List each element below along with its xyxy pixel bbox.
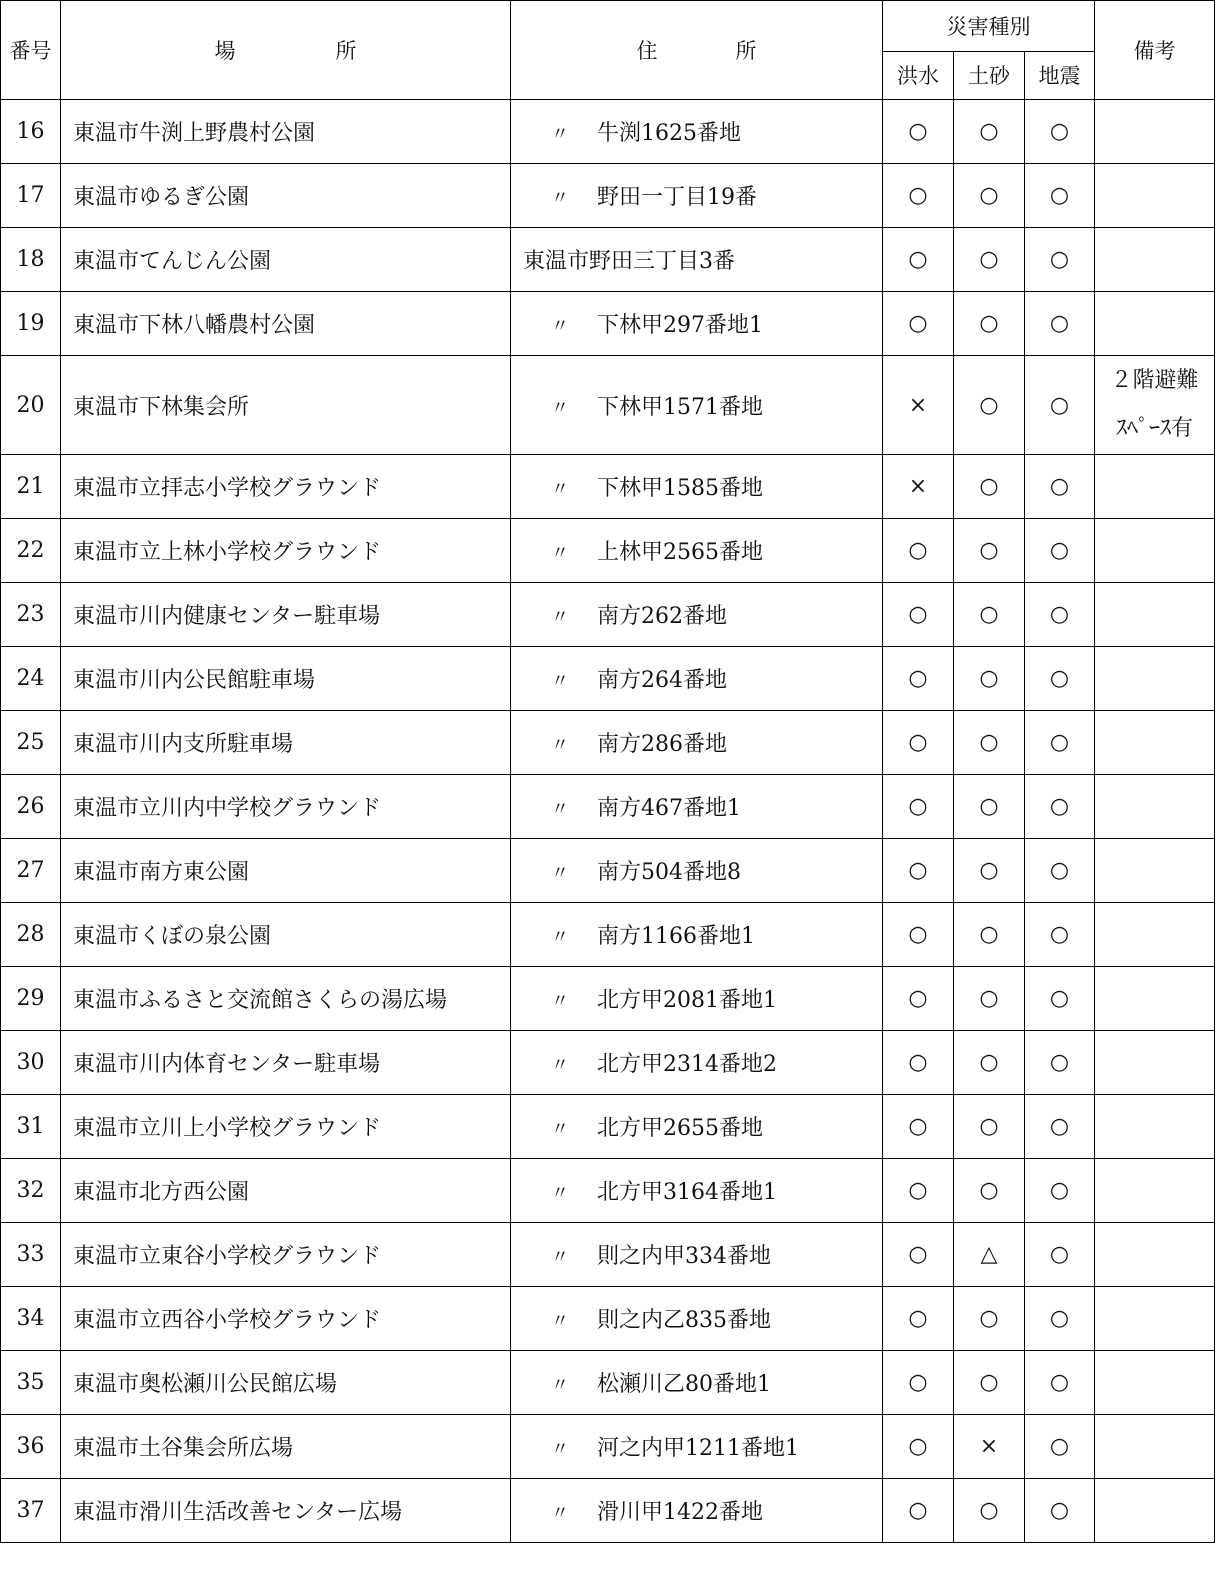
row-number: 33 xyxy=(1,1223,61,1287)
row-place: 東温市川内支所駐車場 xyxy=(61,711,511,775)
row-landslide-mark: ○ xyxy=(954,100,1025,164)
row-number: 21 xyxy=(1,455,61,519)
row-remark xyxy=(1095,903,1215,967)
address-text: 則之内甲334番地 xyxy=(597,1244,771,1269)
ditto-mark: 〃 xyxy=(551,1439,569,1460)
ditto-mark: 〃 xyxy=(551,188,569,209)
row-address xyxy=(511,1479,883,1543)
row-number: 22 xyxy=(1,519,61,583)
ditto-mark: 〃 xyxy=(551,543,569,564)
row-landslide-mark: ○ xyxy=(954,967,1025,1031)
address-text: 下林甲1571番地 xyxy=(597,394,763,420)
row-landslide-mark: ○ xyxy=(954,1287,1025,1351)
row-place: 東温市奥松瀬川公民館広場 xyxy=(61,1351,511,1415)
row-earthquake-mark: ○ xyxy=(1025,228,1095,292)
ditto-mark: 〃 xyxy=(551,397,569,419)
row-landslide-mark: ○ xyxy=(954,164,1025,228)
row-earthquake-mark: ○ xyxy=(1025,1287,1095,1351)
row-address xyxy=(511,839,883,903)
row-number: 28 xyxy=(1,903,61,967)
row-address xyxy=(511,1031,883,1095)
address-text: 則之内乙835番地 xyxy=(597,1308,771,1333)
address-text: 南方1166番地1 xyxy=(597,924,755,949)
row-earthquake-mark: ○ xyxy=(1025,1159,1095,1223)
row-number: 37 xyxy=(1,1479,61,1543)
row-flood-mark: ○ xyxy=(883,164,954,228)
row-remark xyxy=(1095,1031,1215,1095)
row-remark xyxy=(1095,1287,1215,1351)
table-row xyxy=(1,583,1215,647)
ditto-mark: 〃 xyxy=(551,1503,569,1524)
row-number: 17 xyxy=(1,164,61,228)
ditto-mark: 〃 xyxy=(551,607,569,628)
row-flood-mark: ○ xyxy=(883,1031,954,1095)
row-landslide-mark: ○ xyxy=(954,1095,1025,1159)
table-row xyxy=(1,455,1215,519)
address-text: 南方264番地 xyxy=(597,668,727,693)
row-number: 29 xyxy=(1,967,61,1031)
row-flood-mark: ○ xyxy=(883,100,954,164)
row-landslide-mark: ○ xyxy=(954,1031,1025,1095)
row-address xyxy=(511,1351,883,1415)
table-row xyxy=(1,1223,1215,1287)
row-flood-mark: ○ xyxy=(883,647,954,711)
row-remark xyxy=(1095,583,1215,647)
ditto-mark: 〃 xyxy=(551,863,569,884)
row-address xyxy=(511,164,883,228)
header-address-char-1: 住 xyxy=(636,39,658,63)
ditto-mark: 〃 xyxy=(551,799,569,820)
row-number: 24 xyxy=(1,647,61,711)
row-remark xyxy=(1095,164,1215,228)
ditto-mark: 〃 xyxy=(551,671,569,692)
header-address xyxy=(511,1,883,100)
remark-line-2: ｽﾍﾟｰｽ有 xyxy=(1115,416,1193,441)
row-flood-mark: ○ xyxy=(883,1351,954,1415)
header-address-char-2: 所 xyxy=(735,39,757,63)
table-row xyxy=(1,1351,1215,1415)
row-place: 東温市北方西公園 xyxy=(61,1159,511,1223)
row-remark xyxy=(1095,292,1215,356)
row-earthquake-mark: ○ xyxy=(1025,711,1095,775)
row-landslide-mark: ○ xyxy=(954,292,1025,356)
row-number: 32 xyxy=(1,1159,61,1223)
row-address xyxy=(511,711,883,775)
row-flood-mark: ○ xyxy=(883,1159,954,1223)
ditto-mark: 〃 xyxy=(551,1247,569,1268)
row-earthquake-mark: ○ xyxy=(1025,967,1095,1031)
row-remark xyxy=(1095,711,1215,775)
row-place: 東温市立拝志小学校グラウンド xyxy=(61,455,511,519)
table-row xyxy=(1,967,1215,1031)
row-address xyxy=(511,292,883,356)
row-address xyxy=(511,1223,883,1287)
table-row xyxy=(1,1479,1215,1543)
row-place: 東温市立上林小学校グラウンド xyxy=(61,519,511,583)
row-number: 16 xyxy=(1,100,61,164)
row-number: 18 xyxy=(1,228,61,292)
table-row xyxy=(1,1031,1215,1095)
row-address xyxy=(511,775,883,839)
row-landslide-mark: ○ xyxy=(954,455,1025,519)
row-place: 東温市南方東公園 xyxy=(61,839,511,903)
ditto-mark: 〃 xyxy=(551,1119,569,1140)
row-place: 東温市下林八幡農村公園 xyxy=(61,292,511,356)
address-text: 牛渕1625番地 xyxy=(597,121,741,146)
header-number: 番号 xyxy=(1,1,61,100)
address-text: 南方286番地 xyxy=(597,732,727,757)
header-disaster-type: 災害種別 xyxy=(883,1,1095,52)
row-number: 23 xyxy=(1,583,61,647)
address-text: 北方甲3164番地1 xyxy=(597,1180,777,1205)
address-text: 下林甲1585番地 xyxy=(597,476,763,501)
row-address xyxy=(511,1415,883,1479)
row-earthquake-mark: ○ xyxy=(1025,583,1095,647)
row-remark xyxy=(1095,100,1215,164)
table-row xyxy=(1,1159,1215,1223)
row-landslide-mark: ○ xyxy=(954,1351,1025,1415)
row-flood-mark: ○ xyxy=(883,583,954,647)
row-remark xyxy=(1095,775,1215,839)
address-text: 北方甲2081番地1 xyxy=(597,988,777,1013)
ditto-mark: 〃 xyxy=(551,479,569,500)
row-remark xyxy=(1095,967,1215,1031)
table-body xyxy=(1,100,1215,1543)
row-earthquake-mark: ○ xyxy=(1025,164,1095,228)
row-place: 東温市川内体育センター駐車場 xyxy=(61,1031,511,1095)
row-remark xyxy=(1095,519,1215,583)
row-remark xyxy=(1095,228,1215,292)
ditto-mark: 〃 xyxy=(551,991,569,1012)
row-number: 25 xyxy=(1,711,61,775)
row-earthquake-mark: ○ xyxy=(1025,1031,1095,1095)
table-row xyxy=(1,903,1215,967)
address-text: 南方262番地 xyxy=(597,604,727,629)
row-remark xyxy=(1095,839,1215,903)
address-text: 東温市野田三丁目3番 xyxy=(523,249,735,274)
row-flood-mark: ○ xyxy=(883,228,954,292)
row-landslide-mark: × xyxy=(954,1415,1025,1479)
row-remark xyxy=(1095,356,1215,455)
ditto-mark: 〃 xyxy=(551,316,569,337)
table-row xyxy=(1,839,1215,903)
row-number: 35 xyxy=(1,1351,61,1415)
row-flood-mark: ○ xyxy=(883,292,954,356)
row-landslide-mark: ○ xyxy=(954,1159,1025,1223)
row-place: 東温市土谷集会所広場 xyxy=(61,1415,511,1479)
ditto-mark: 〃 xyxy=(551,1375,569,1396)
row-remark xyxy=(1095,1351,1215,1415)
row-landslide-mark: ○ xyxy=(954,839,1025,903)
row-place: 東温市滑川生活改善センター広場 xyxy=(61,1479,511,1543)
row-earthquake-mark: ○ xyxy=(1025,100,1095,164)
header-flood: 洪水 xyxy=(883,51,954,100)
row-flood-mark: ○ xyxy=(883,1223,954,1287)
row-flood-mark: ○ xyxy=(883,1415,954,1479)
row-address xyxy=(511,1159,883,1223)
row-flood-mark: ○ xyxy=(883,775,954,839)
address-text: 南方467番地1 xyxy=(597,796,741,821)
table-row xyxy=(1,775,1215,839)
row-remark xyxy=(1095,647,1215,711)
table-row xyxy=(1,1415,1215,1479)
ditto-mark: 〃 xyxy=(551,1311,569,1332)
ditto-mark: 〃 xyxy=(551,735,569,756)
address-text: 野田一丁目19番 xyxy=(597,185,757,210)
ditto-mark: 〃 xyxy=(551,124,569,145)
row-place: 東温市くぼの泉公園 xyxy=(61,903,511,967)
header-row-top xyxy=(1,1,1215,52)
row-landslide-mark: ○ xyxy=(954,775,1025,839)
row-place: 東温市ゆるぎ公園 xyxy=(61,164,511,228)
address-text: 北方甲2655番地 xyxy=(597,1116,763,1141)
row-address xyxy=(511,228,883,292)
row-flood-mark: ○ xyxy=(883,519,954,583)
header-remarks: 備考 xyxy=(1095,1,1215,100)
header-landslide: 土砂 xyxy=(954,51,1025,100)
ditto-mark: 〃 xyxy=(551,1183,569,1204)
row-place: 東温市立東谷小学校グラウンド xyxy=(61,1223,511,1287)
row-place: 東温市下林集会所 xyxy=(61,356,511,455)
address-text: 松瀬川乙80番地1 xyxy=(597,1372,771,1397)
header-earthquake: 地震 xyxy=(1025,51,1095,100)
row-place: 東温市牛渕上野農村公園 xyxy=(61,100,511,164)
row-place: 東温市立川内中学校グラウンド xyxy=(61,775,511,839)
row-remark xyxy=(1095,455,1215,519)
address-text: 下林甲297番地1 xyxy=(597,313,763,338)
address-text: 南方504番地8 xyxy=(597,860,741,885)
row-address xyxy=(511,519,883,583)
header-place-char-2: 所 xyxy=(335,39,357,63)
row-flood-mark: × xyxy=(883,356,954,455)
table-row xyxy=(1,292,1215,356)
row-earthquake-mark: ○ xyxy=(1025,903,1095,967)
row-earthquake-mark: ○ xyxy=(1025,1415,1095,1479)
row-earthquake-mark: ○ xyxy=(1025,839,1095,903)
row-number: 20 xyxy=(1,356,61,455)
address-text: 河之内甲1211番地1 xyxy=(597,1436,799,1461)
row-number: 34 xyxy=(1,1287,61,1351)
row-remark xyxy=(1095,1415,1215,1479)
row-flood-mark: ○ xyxy=(883,967,954,1031)
row-place: 東温市立西谷小学校グラウンド xyxy=(61,1287,511,1351)
row-earthquake-mark: ○ xyxy=(1025,356,1095,455)
address-text: 北方甲2314番地2 xyxy=(597,1052,777,1077)
row-landslide-mark: ○ xyxy=(954,903,1025,967)
row-remark xyxy=(1095,1095,1215,1159)
row-flood-mark: ○ xyxy=(883,903,954,967)
row-landslide-mark: ○ xyxy=(954,1479,1025,1543)
row-number: 30 xyxy=(1,1031,61,1095)
row-number: 36 xyxy=(1,1415,61,1479)
row-address xyxy=(511,1095,883,1159)
row-place: 東温市ふるさと交流館さくらの湯広場 xyxy=(61,967,511,1031)
row-address xyxy=(511,455,883,519)
row-number: 31 xyxy=(1,1095,61,1159)
row-earthquake-mark: ○ xyxy=(1025,519,1095,583)
row-flood-mark: ○ xyxy=(883,1287,954,1351)
row-place: 東温市てんじん公園 xyxy=(61,228,511,292)
remark-line-1: ２階避難 xyxy=(1110,368,1199,393)
table-row xyxy=(1,228,1215,292)
row-address xyxy=(511,903,883,967)
row-address xyxy=(511,967,883,1031)
row-flood-mark: ○ xyxy=(883,1095,954,1159)
table-row xyxy=(1,519,1215,583)
header-place xyxy=(61,1,511,100)
row-place: 東温市川内公民館駐車場 xyxy=(61,647,511,711)
row-landslide-mark: ○ xyxy=(954,519,1025,583)
row-flood-mark: ○ xyxy=(883,1479,954,1543)
row-flood-mark: × xyxy=(883,455,954,519)
row-landslide-mark: △ xyxy=(954,1223,1025,1287)
row-place: 東温市立川上小学校グラウンド xyxy=(61,1095,511,1159)
table-row xyxy=(1,356,1215,455)
row-address xyxy=(511,1287,883,1351)
table-row xyxy=(1,1287,1215,1351)
row-number: 19 xyxy=(1,292,61,356)
row-number: 27 xyxy=(1,839,61,903)
row-place: 東温市川内健康センター駐車場 xyxy=(61,583,511,647)
row-earthquake-mark: ○ xyxy=(1025,1095,1095,1159)
row-address xyxy=(511,647,883,711)
row-address xyxy=(511,583,883,647)
table-row xyxy=(1,711,1215,775)
address-text: 滑川甲1422番地 xyxy=(597,1500,763,1525)
row-landslide-mark: ○ xyxy=(954,647,1025,711)
table-row xyxy=(1,1095,1215,1159)
table-row xyxy=(1,647,1215,711)
ditto-mark: 〃 xyxy=(551,1055,569,1076)
row-landslide-mark: ○ xyxy=(954,228,1025,292)
row-remark xyxy=(1095,1159,1215,1223)
header-place-char-1: 場 xyxy=(214,39,236,63)
row-earthquake-mark: ○ xyxy=(1025,1479,1095,1543)
ditto-mark: 〃 xyxy=(551,927,569,948)
row-landslide-mark: ○ xyxy=(954,583,1025,647)
address-text: 上林甲2565番地 xyxy=(597,540,763,565)
row-landslide-mark: ○ xyxy=(954,711,1025,775)
row-earthquake-mark: ○ xyxy=(1025,1223,1095,1287)
row-remark xyxy=(1095,1479,1215,1543)
row-address xyxy=(511,100,883,164)
row-earthquake-mark: ○ xyxy=(1025,775,1095,839)
row-flood-mark: ○ xyxy=(883,839,954,903)
row-flood-mark: ○ xyxy=(883,711,954,775)
row-number: 26 xyxy=(1,775,61,839)
table-row xyxy=(1,100,1215,164)
row-earthquake-mark: ○ xyxy=(1025,1351,1095,1415)
row-landslide-mark: ○ xyxy=(954,356,1025,455)
table-row xyxy=(1,164,1215,228)
row-remark xyxy=(1095,1223,1215,1287)
row-earthquake-mark: ○ xyxy=(1025,647,1095,711)
row-earthquake-mark: ○ xyxy=(1025,292,1095,356)
row-address xyxy=(511,356,883,455)
row-earthquake-mark: ○ xyxy=(1025,455,1095,519)
